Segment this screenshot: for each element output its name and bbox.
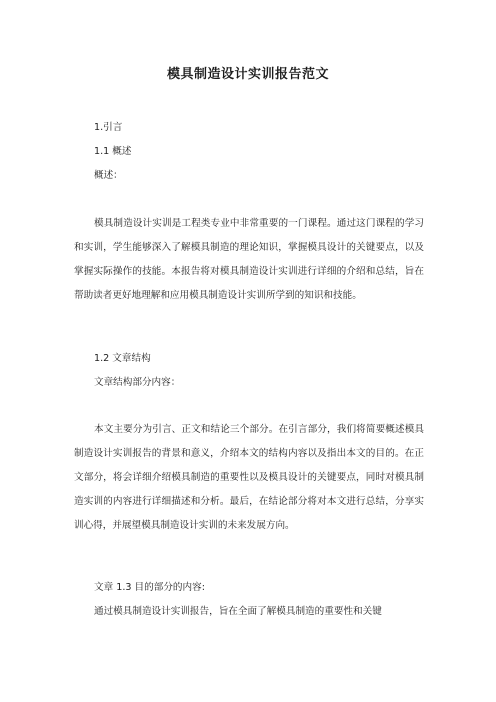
heading-introduction: 1.引言 (94, 122, 123, 133)
heading-structure: 1.2 文章结构 (94, 353, 151, 364)
heading-overview: 1.1 概述 (94, 146, 132, 157)
paragraph-overview: 模具制造设计实训是工程类专业中非常重要的一门课程。通过这门课程的学习和实训，学生能够深入了解模具制造的理论知识，掌握模具设计的关键要点，以及掌握实际操作的技能。本报告将对模具制造设计实训进行详细的介绍和总结，旨在帮助读者更好地理解和应用模具制造设计实训所学到的知识和技能。 (74, 218, 424, 301)
document-title: 模具制造设计实训报告范文 (166, 67, 329, 82)
heading-purpose: 文章 1.3 目的部分的内容: (94, 582, 205, 593)
paragraph-purpose: 通过模具制造设计实训报告，旨在全面了解模具制造的重要性和关键 (94, 606, 382, 617)
overview-label: 概述： (94, 170, 123, 181)
paragraph-structure: 本文主要分为引言、正文和结论三个部分。在引言部分，我们将简要概述模具制造设计实训报告的背景和意义，介绍本文的结构内容以及指出本文的目的。在正文部分，将会详细介绍模具制造的重要性以及模具设计的关键要点，同时对模具制造实训的内容进行详细描述和分析。最后，在结论部分将对本文进行总结，分享实训心得，并展望模具制造设计实训的未来发展方向。 (74, 424, 424, 531)
structure-label: 文章结构部分内容： (94, 377, 181, 388)
